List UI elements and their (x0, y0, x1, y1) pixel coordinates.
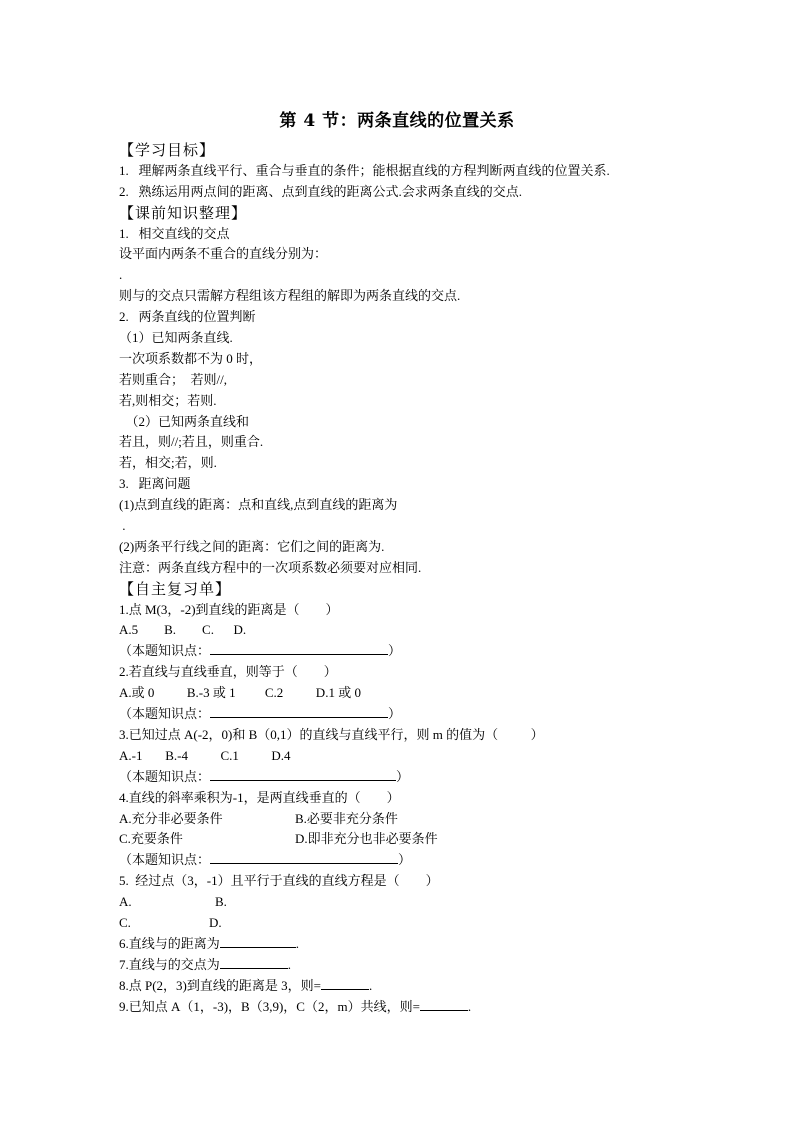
prep-line: （1）已知两条直线. (119, 330, 233, 346)
question-6-text: 6.直线与的距离为 (119, 935, 220, 951)
knowledge-point-line (119, 767, 679, 788)
option-d: D.即非充分也非必要条件 (295, 831, 438, 847)
period: . (467, 998, 472, 1014)
prep-line: 1. 相交直线的交点 (119, 225, 230, 241)
question-7 (119, 955, 679, 976)
section-heading-prep: 【课前知识整理】 (119, 203, 248, 222)
question-4-options-row-1 (119, 809, 679, 830)
goal-1: 1. 理解两条直线平行、重合与垂直的条件；能根据直线的方程判断两直线的位置关系. (119, 162, 610, 178)
prep-line: (1)点到直线的距离：点和直线,点到直线的距离为 (119, 497, 398, 513)
question-1: 1.点 M(3，-2)到直线的距离是（ ） (119, 601, 339, 617)
prep-line: 设平面内两条不重合的直线分别为： (119, 246, 328, 262)
answer-blank[interactable] (220, 935, 296, 948)
knowledge-point-line (119, 704, 679, 725)
option-a: A. (119, 894, 132, 910)
knowledge-close: ） (388, 643, 402, 659)
question-9-text: 9.已知点 A（1，-3)，B（3,9)，C（2，m）共线，则= (119, 998, 420, 1014)
knowledge-close: ） (398, 852, 412, 868)
question-4-options-row-2 (119, 829, 679, 850)
question-5-options-row-2 (119, 913, 679, 934)
section-heading-goals: 【学习目标】 (119, 141, 216, 159)
question-1-options: A.5 B. C. D. (119, 622, 247, 638)
question-6 (119, 934, 679, 955)
knowledge-point-line (119, 641, 679, 662)
prep-line: . (119, 518, 126, 534)
knowledge-label: （本题知识点： (119, 706, 211, 722)
prep-line: 2. 两条直线的位置判断 (119, 309, 256, 325)
answer-blank[interactable] (420, 998, 468, 1011)
answer-blank[interactable] (321, 977, 369, 990)
question-4: 4.直线的斜率乘积为-1，是两直线垂直的（ ） (119, 789, 400, 805)
question-7-text: 7.直线与的交点为 (119, 956, 220, 972)
option-a: A.充分非必要条件 (119, 810, 223, 826)
question-3: 3.已知过点 A(-2，0)和 B（0,1）的直线与直线平行，则 m 的值为（ ） (119, 726, 544, 742)
option-c: C. (119, 914, 131, 930)
question-2: 2.若直线与直线垂直，则等于（ ） (119, 664, 337, 680)
period: . (287, 956, 292, 972)
question-5: 5. 经过点（3，-1）且平行于直线的直线方程是（ ） (119, 873, 439, 889)
knowledge-label: （本题知识点： (119, 852, 211, 868)
option-b: B.必要非充分条件 (295, 810, 398, 826)
prep-line: （2）已知两条直线和 (119, 413, 250, 429)
knowledge-label: （本题知识点： (119, 768, 211, 784)
prep-line: . (119, 267, 123, 283)
document-body (119, 140, 679, 1017)
question-9 (119, 997, 679, 1018)
page-title: 第 4 节：两条直线的位置关系 (279, 111, 515, 131)
knowledge-close: ） (388, 706, 402, 722)
prep-line: (2)两条平行线之间的距离：它们之间的距离为. (119, 538, 385, 554)
prep-line: 一次项系数都不为 0 时， (119, 350, 263, 366)
knowledge-label: （本题知识点： (119, 643, 211, 659)
section-heading-review: 【自主复习单】 (119, 579, 232, 598)
knowledge-blank[interactable] (210, 642, 388, 655)
knowledge-blank[interactable] (210, 768, 396, 781)
goal-2: 2. 熟练运用两点间的距离、点到直线的距离公式.会求两条直线的交点. (119, 183, 523, 199)
option-d: D. (209, 914, 222, 930)
knowledge-blank[interactable] (210, 705, 388, 718)
knowledge-close: ） (396, 768, 410, 784)
question-8 (119, 976, 679, 997)
answer-blank[interactable] (220, 956, 288, 969)
prep-line: 则与的交点只需解方程组该方程组的解即为两条直线的交点. (119, 288, 461, 304)
prep-line: 若则重合； 若则//, (119, 371, 227, 387)
knowledge-blank[interactable] (210, 851, 398, 864)
prep-line: 若，相交;若，则. (119, 455, 217, 471)
period: . (368, 977, 373, 993)
question-8-text: 8.点 P(2，3)到直线的距离是 3，则= (119, 977, 321, 993)
period: . (295, 935, 300, 951)
prep-line: 若,则相交；若则. (119, 392, 217, 408)
prep-line: 3. 距离问题 (119, 476, 191, 492)
question-3-options: A.-1 B.-4 C.1 D.4 (119, 747, 291, 763)
option-b: B. (215, 894, 227, 910)
question-5-options-row-1 (119, 892, 679, 913)
prep-line: 注意：两条直线方程中的一次项系数必须要对应相同. (119, 559, 422, 575)
knowledge-point-line (119, 850, 679, 871)
question-2-options: A.或 0 B.-3 或 1 C.2 D.1 或 0 (119, 685, 361, 701)
option-c: C.充要条件 (119, 831, 183, 847)
prep-line: 若且，则//;若且，则重合. (119, 434, 264, 450)
